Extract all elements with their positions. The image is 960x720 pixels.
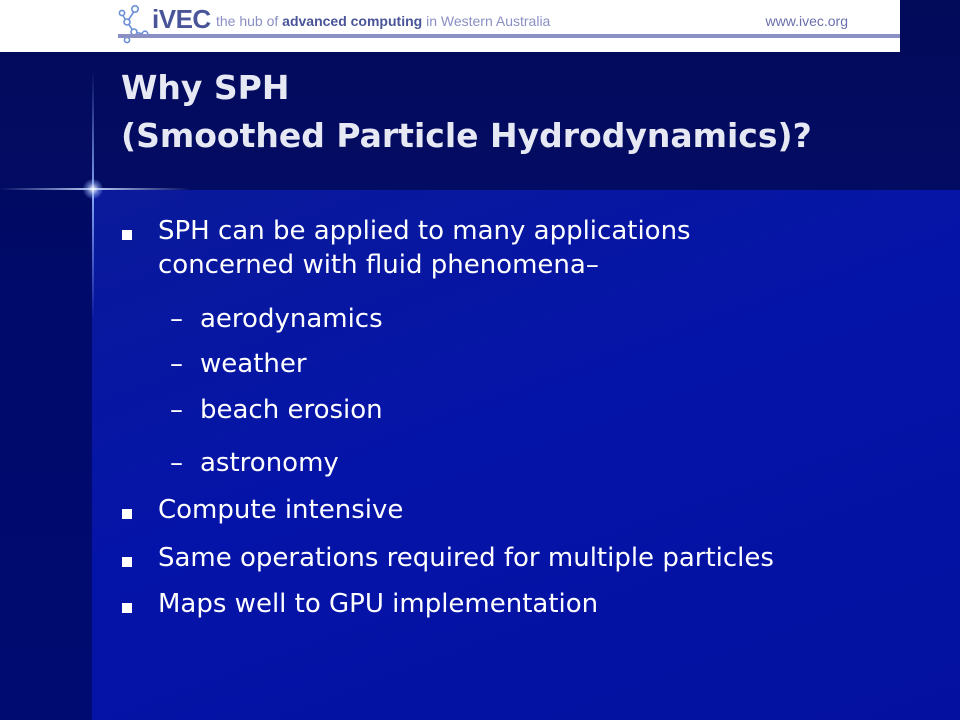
sparkle-star-icon — [83, 179, 103, 199]
sub-bullet-item — [170, 347, 307, 381]
bullet-text-line-2: concerned with fluid phenomena– — [158, 250, 599, 280]
sub-bullet-text: aerodynamics — [200, 304, 383, 334]
tagline-part-3: in Western Australia — [422, 13, 551, 29]
bullet-text — [158, 214, 691, 282]
square-bullet-icon — [122, 557, 132, 567]
bullet-text: Maps well to GPU implementation — [158, 589, 599, 619]
slide-title-line-2: (Smoothed Particle Hydrodynamics)? — [121, 116, 812, 155]
slide-title — [121, 64, 812, 160]
dash-marker: – — [170, 448, 183, 478]
ivec-logo-text: iVEC — [152, 4, 211, 34]
logo-tagline — [216, 13, 550, 29]
dash-marker: – — [170, 349, 183, 379]
sub-bullet-item — [170, 446, 339, 480]
dash-marker: – — [170, 304, 183, 334]
bullet-text: Same operations required for multiple particles — [158, 543, 774, 573]
sub-bullet-item — [170, 302, 383, 336]
dash-marker: – — [170, 395, 183, 425]
sub-bullet-text: beach erosion — [200, 395, 383, 425]
bullet-text: Compute intensive — [158, 495, 404, 525]
tagline-part-1: the hub of — [216, 13, 283, 29]
square-bullet-icon — [122, 230, 132, 240]
tagline-part-2: advanced computing — [282, 13, 423, 29]
logo-url: www.ivec.org — [765, 13, 848, 29]
square-bullet-icon — [122, 509, 132, 519]
sub-bullet-item — [170, 393, 383, 427]
banner-divider — [118, 34, 900, 38]
bullet-text-line-1: SPH can be applied to many applications — [158, 216, 691, 246]
slide-title-line-1: Why SPH — [121, 68, 290, 107]
sub-bullet-text: astronomy — [200, 448, 339, 478]
logo-banner — [0, 0, 900, 52]
square-bullet-icon — [122, 603, 132, 613]
sub-bullet-text: weather — [200, 349, 307, 379]
